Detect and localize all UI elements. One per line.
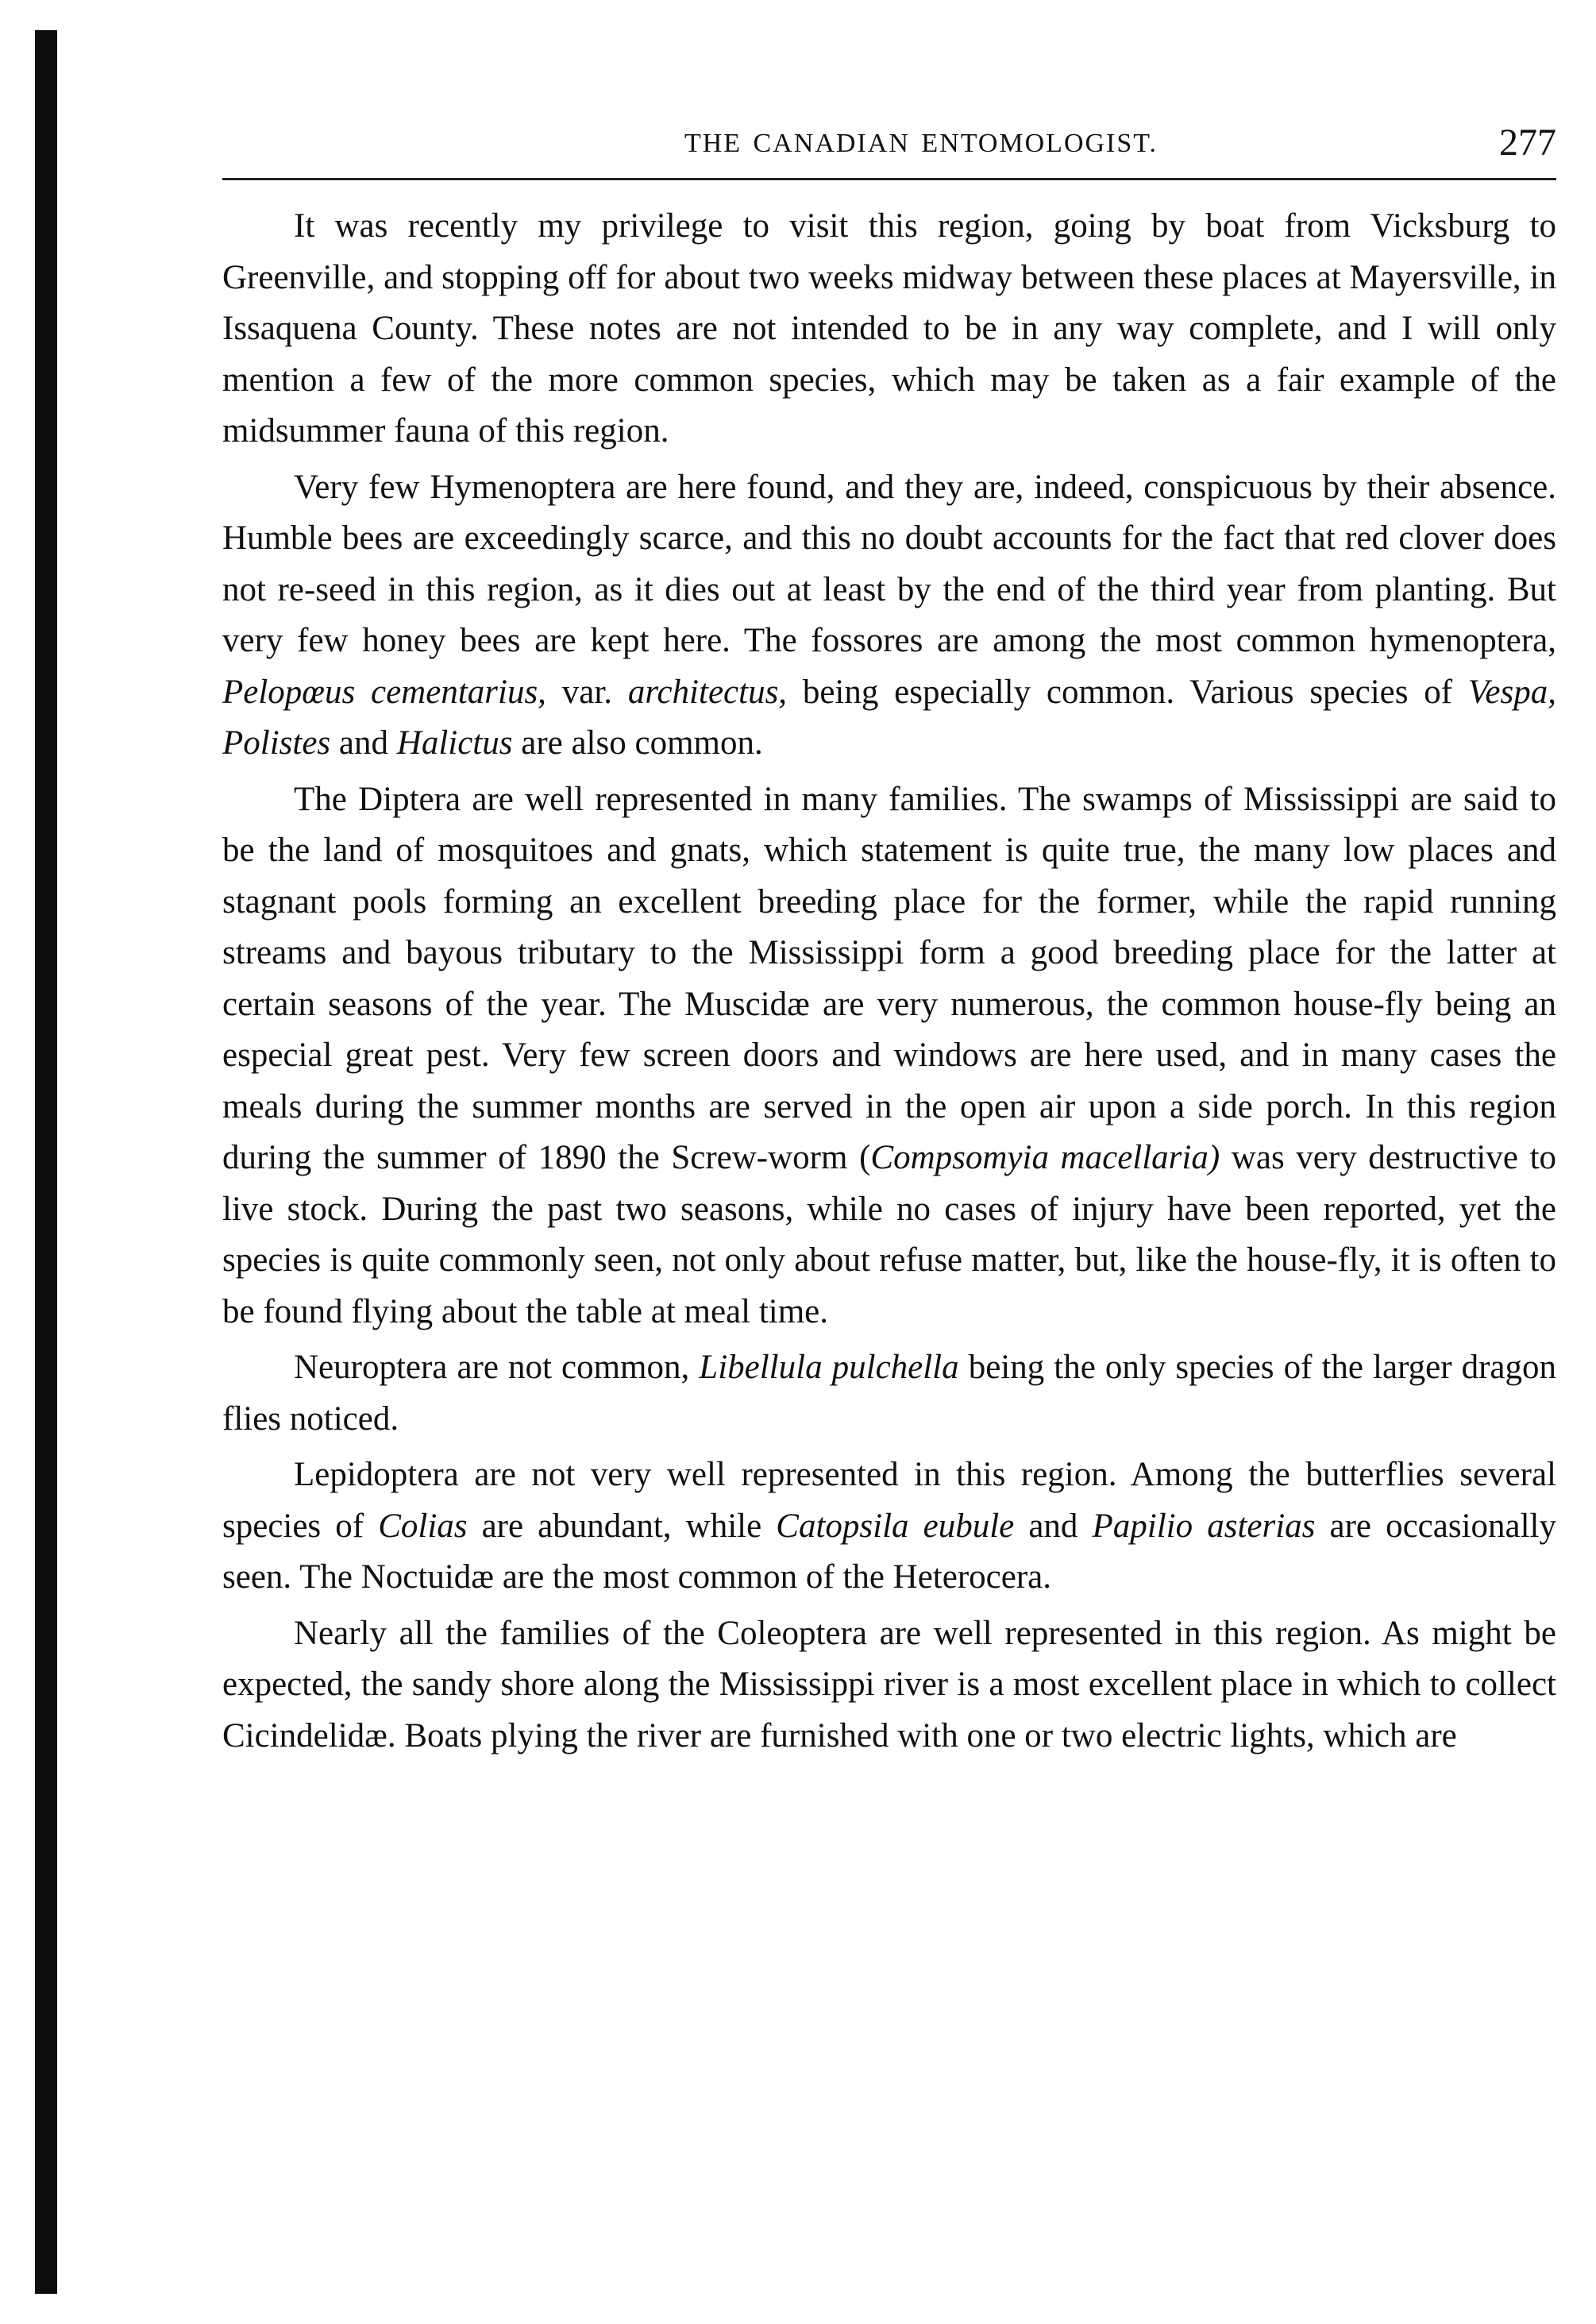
text-run: are occasionally seen. The Noctuidæ are the most common of the Heterocera. — [222, 1507, 1556, 1596]
text-run: are abundant, while — [467, 1507, 777, 1545]
italic-term: Vespa, — [1467, 673, 1556, 711]
text-run: and — [330, 724, 397, 762]
text-run: Very few Hymenoptera are here found, and they are, indeed, conspicuous by their absence. Humble bees are exceedingly scarce, and this no doubt accounts for the fact that red clover does not re-seed in this region, as it dies out at least by the end of the third year from planting. But very few honey bees are kept here. The fossores are among the most common hymenoptera, — [222, 468, 1556, 659]
binding-edge — [35, 30, 57, 2294]
italic-term: architectus, — [627, 673, 788, 711]
article-body — [222, 201, 1556, 1762]
text-run: var. — [545, 673, 628, 711]
text-run: being especially common. Various species of — [787, 673, 1468, 711]
paragraph — [222, 1608, 1556, 1762]
text-run: It was recently my privilege to visit this region, going by boat from Vicksburg to Greenville, and stopping off for about two weeks midway between these places at Mayersville, in Issaquena County. These notes are not intended to be in any way complete, and I will only mention a few of the more common species, which may be taken as a fair example of the midsummer fauna of this region. — [222, 207, 1556, 450]
paragraph — [222, 1450, 1556, 1604]
paragraph — [222, 774, 1556, 1338]
text-run: Lepidoptera are not very well represented in this region. Among the butterflies several species of — [222, 1456, 1556, 1545]
text-run: The Diptera are well represented in many families. The swamps of Mississippi are said to be the land of mosquitoes and gnats, which statement is quite true, the many low places and stagnant pools forming an excellent breeding place for the former, while the rapid running streams and bayous tributary to the Mississippi form a good breeding place for the latter at certain seasons of the year. The Muscidæ are very numerous, the common house-fly being an especial great pest. Very few screen doors and windows are here used, and in many cases the meals during the summer months are served in the open air upon a side porch. In this region during the summer of 1890 the Screw-worm ( — [222, 780, 1556, 1176]
italic-term: Colias — [378, 1507, 468, 1545]
paragraph — [222, 201, 1556, 457]
text-run: being the only species of the larger dragon flies noticed. — [222, 1349, 1556, 1438]
running-head — [222, 111, 1556, 175]
page-number: 277 — [1499, 122, 1556, 164]
italic-term: Halictus — [396, 724, 513, 762]
text-run: and — [1014, 1507, 1093, 1545]
italic-term: Catopsila eubule — [776, 1507, 1015, 1545]
italic-term: Libellula pulchella — [699, 1349, 959, 1386]
header-rule — [222, 178, 1556, 180]
text-run: Nearly all the families of the Coleoptera are well represented in this region. As might be expected, the sandy shore along the Mississippi river is a most excellent place in which to collect Cicindelidæ. Boats plying the river are furnished with one or two electric lights, which are — [222, 1614, 1556, 1755]
text-run: are also common. — [512, 724, 763, 762]
running-title: THE CANADIAN ENTOMOLOGIST. — [684, 129, 1158, 158]
italic-term: Pelopœus cementarius, — [222, 673, 546, 711]
paragraph — [222, 1342, 1556, 1445]
paragraph — [222, 462, 1556, 770]
italic-term: Papilio asterias — [1092, 1507, 1316, 1545]
page — [222, 111, 1556, 1766]
italic-term: Compsomyia macellaria) — [870, 1139, 1220, 1176]
text-run: was very destructive to live stock. During the past two seasons, while no cases of injury have been reported, yet the species is quite commonly seen, not only about refuse matter, but, like the house-fly, it is often to be found flying about the table at meal time. — [222, 1139, 1557, 1330]
italic-term: Polistes — [222, 724, 331, 762]
text-run: Neuroptera are not common, — [294, 1349, 700, 1386]
